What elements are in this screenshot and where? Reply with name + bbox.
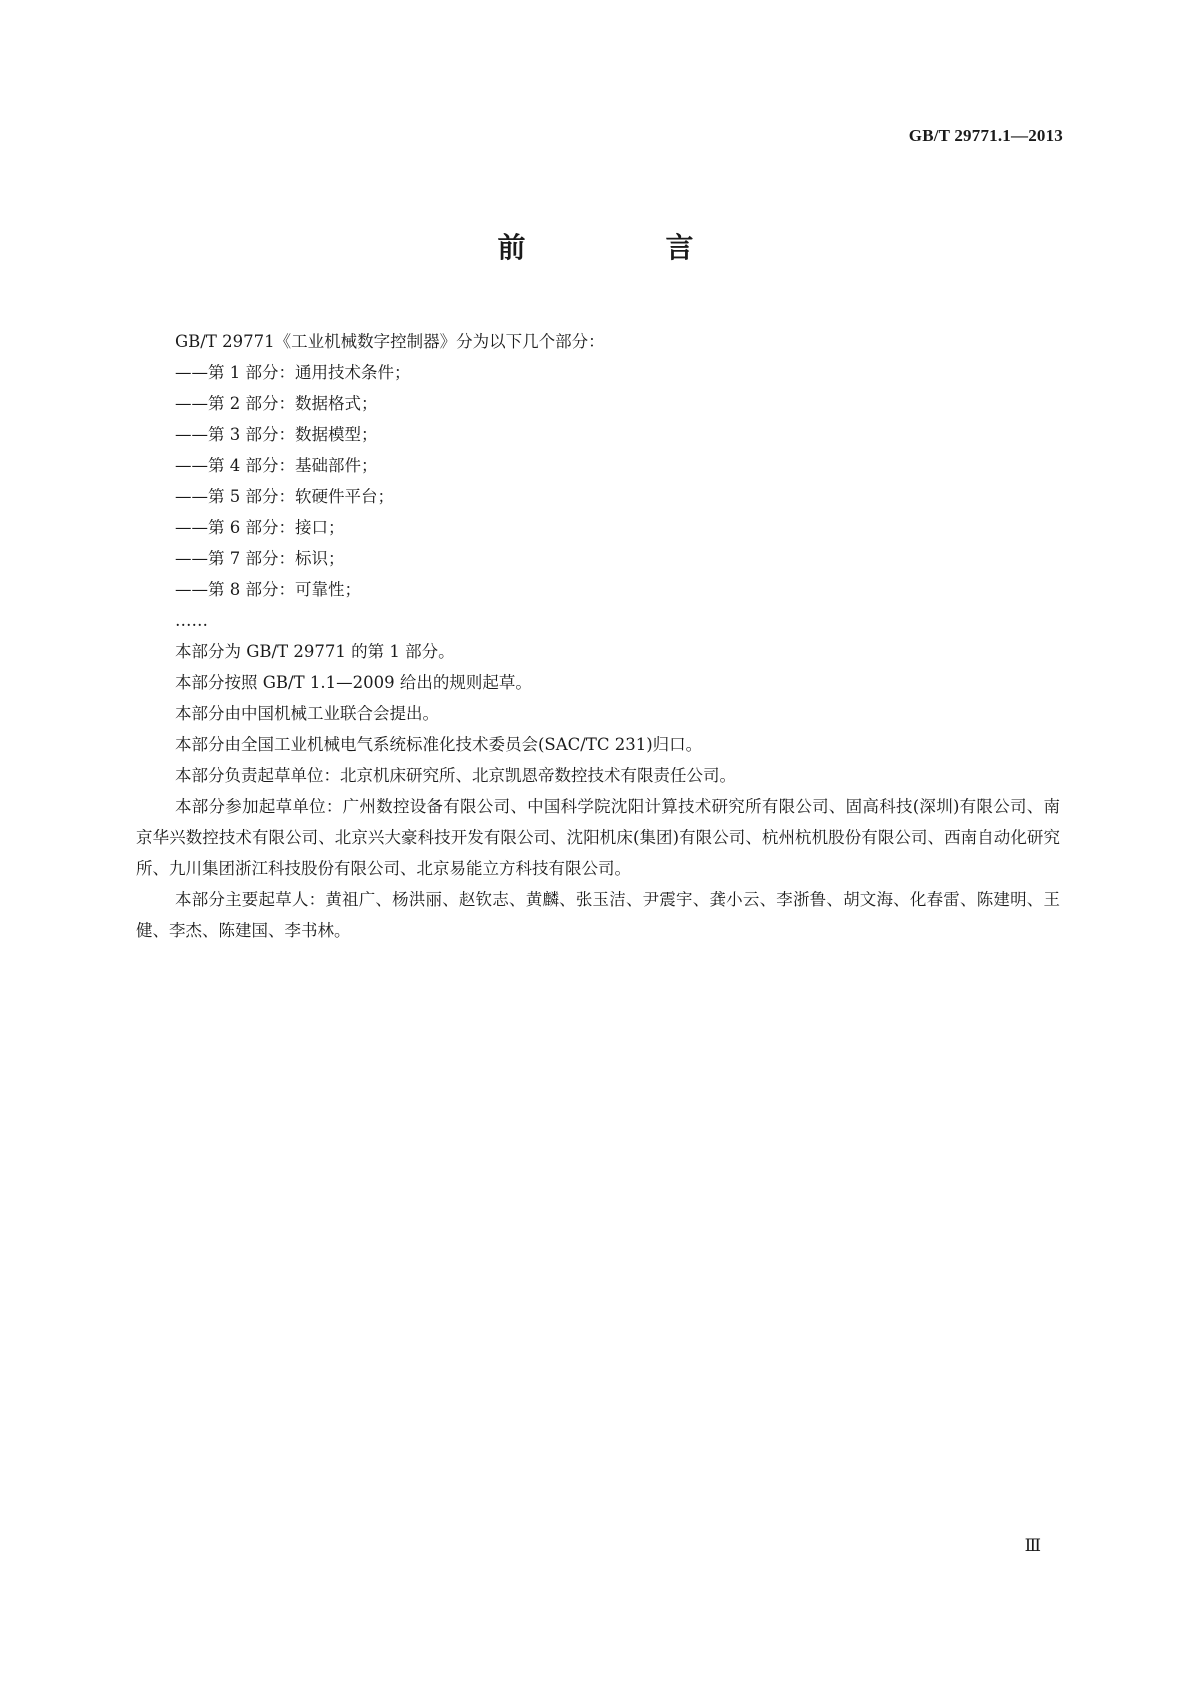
page-number: Ⅲ [1024, 1536, 1041, 1555]
drafters-paragraph: 本部分主要起草人：黄祖广、杨洪丽、赵钦志、黄麟、张玉洁、尹震宇、龚小云、李浙鲁、胡文海、化春雷、陈建明、王健、李杰、陈建国、李书林。 [136, 890, 1060, 940]
statement-paragraph: 本部分为 GB/T 29771 的第 1 部分。 [175, 642, 455, 661]
statement-paragraph: 本部分由中国机械工业联合会提出。 [175, 704, 439, 723]
statement-paragraph: 本部分由全国工业机械电气系统标准化技术委员会(SAC/TC 231)归口。 [175, 735, 703, 754]
list-item: ——第 3 部分：数据模型； [175, 425, 378, 444]
list-item: ——第 6 部分：接口； [175, 518, 345, 537]
list-item: ——第 7 部分：标识； [175, 549, 345, 568]
intro-paragraph: GB/T 29771《工业机械数字控制器》分为以下几个部分： [175, 332, 605, 351]
list-item: ——第 1 部分：通用技术条件； [175, 363, 411, 382]
list-item: ——第 8 部分：可靠性； [175, 580, 361, 599]
list-item: ——第 2 部分：数据格式； [175, 394, 378, 413]
statement-paragraph: 本部分按照 GB/T 1.1—2009 给出的规则起草。 [175, 673, 532, 692]
list-item: ——第 4 部分：基础部件； [175, 456, 378, 475]
foreword-body [136, 326, 1060, 946]
standard-number: GB/T 29771.1—2013 [908, 126, 1063, 145]
participating-units-paragraph: 本部分参加起草单位：广州数控设备有限公司、中国科学院沈阳计算技术研究所有限公司、固高科技(深圳)有限公司、南京华兴数控技术有限公司、北京兴大豪科技开发有限公司、沈阳机床(集团)有限公司、杭州杭机股份有限公司、西南自动化研究所、九川集团浙江科技股份有限公司、北京易能立方科技有限公司。 [136, 797, 1060, 878]
list-item: ——第 5 部分：软硬件平台； [175, 487, 394, 506]
ellipsis: …… [175, 611, 208, 630]
page-title: 前 言 [497, 231, 750, 264]
parts-list [136, 357, 1060, 605]
statement-paragraph: 本部分负责起草单位：北京机床研究所、北京凯恩帝数控技术有限责任公司。 [175, 766, 736, 785]
